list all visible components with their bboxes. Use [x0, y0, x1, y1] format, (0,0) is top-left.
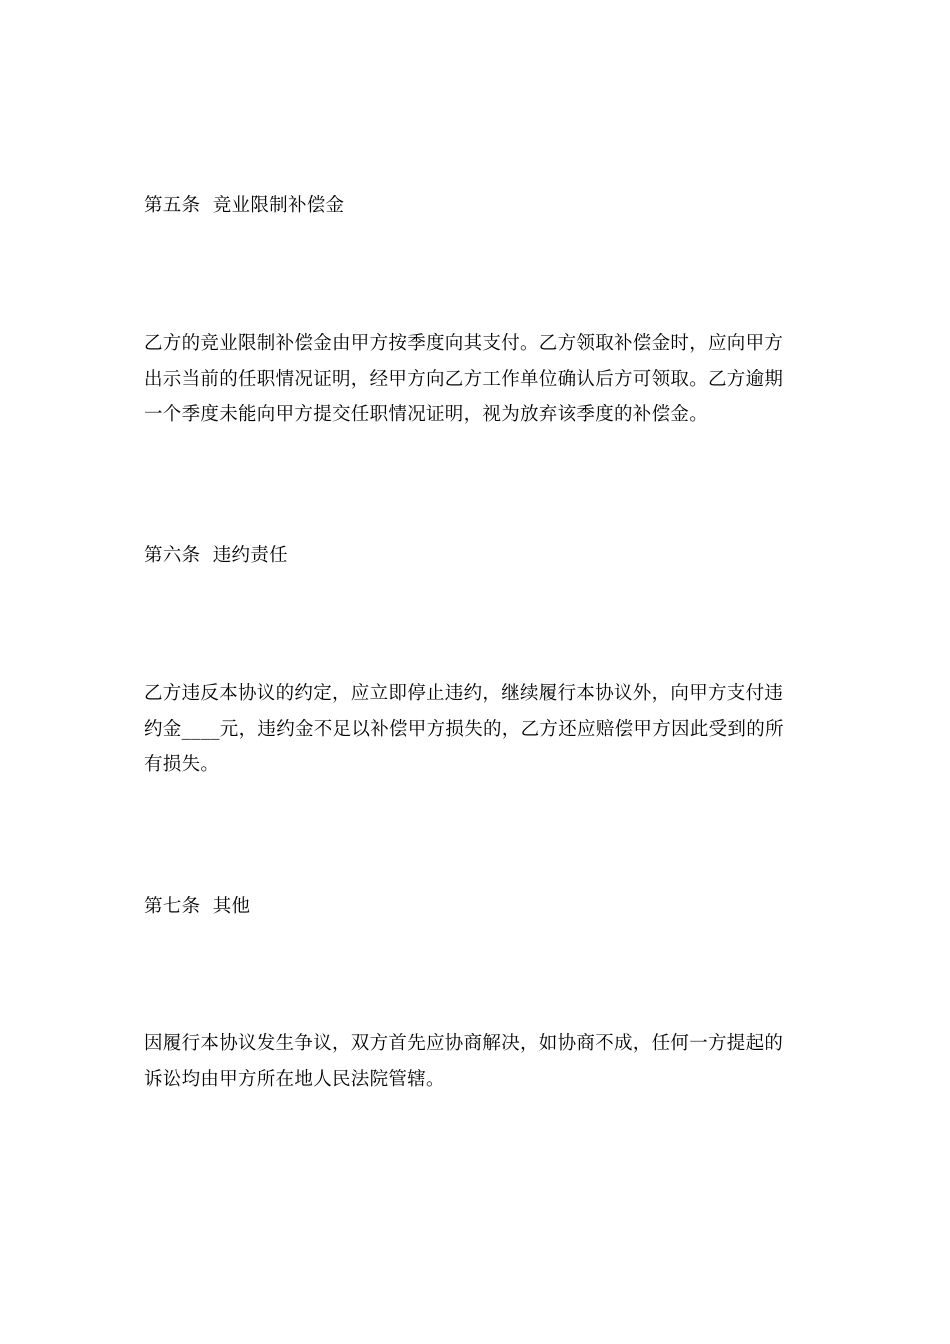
section-body-article-7 — [144, 1026, 804, 1097]
section-heading-article-5: 第五条 竞业限制补偿金 — [144, 195, 345, 216]
body-line: 因履行本协议发生争议，双方首先应协商解决，如协商不成，任何一方提起的 — [144, 1033, 784, 1054]
section-heading-article-7: 第七条 其他 — [144, 896, 251, 917]
body-line: 乙方违反本协议的约定，应立即停止违约，继续履行本协议外，向甲方支付违 — [144, 683, 784, 704]
body-line: 乙方的竞业限制补偿金由甲方按季度向其支付。乙方领取补偿金时，应向甲方 — [144, 333, 784, 354]
section-heading-article-6: 第六条 违约责任 — [144, 545, 288, 566]
body-line: 约金____元，违约金不足以补偿甲方损失的，乙方还应赔偿甲方因此受到的所 — [144, 718, 784, 740]
section-body-article-5 — [144, 326, 804, 433]
body-line: 诉讼均由甲方所在地人民法院管辖。 — [144, 1068, 445, 1090]
body-line: 出示当前的任职情况证明，经甲方向乙方工作单位确认后方可领取。乙方逾期 — [144, 368, 784, 390]
body-line: 一个季度未能向甲方提交任职情况证明，视为放弃该季度的补偿金。 — [144, 404, 709, 425]
section-body-article-6 — [144, 676, 804, 783]
body-line: 有损失。 — [144, 754, 220, 775]
